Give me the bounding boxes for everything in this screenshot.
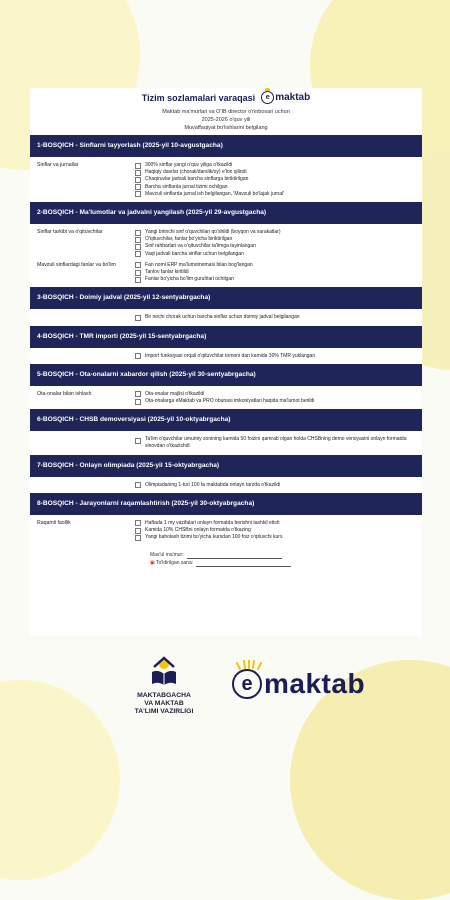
stage-rows <box>30 309 422 325</box>
checkbox[interactable] <box>135 170 141 176</box>
stage-rows <box>30 477 422 493</box>
checklist-item <box>135 534 422 541</box>
checkbox[interactable] <box>135 482 141 488</box>
row-category-label <box>30 314 135 321</box>
ministry-name-line: MAKTABGACHA <box>137 692 191 699</box>
checklist-item-text: Ota-onalarga eMaktab va PRO obunasi imkoniyatlari haqida ma'lumot berildi <box>145 398 315 405</box>
checklist-item-text: O'qituvchilar, fanlar bo'yicha biriktirilgan <box>145 236 233 243</box>
stage-title: 3-BOSQICH - Doimiy jadval (2025-yil 12-sentyabrgacha) <box>30 287 422 309</box>
checklist-item <box>135 527 422 534</box>
checklist-item <box>135 162 422 169</box>
checklist-item <box>135 398 422 405</box>
checklist-items <box>135 229 422 258</box>
checkbox[interactable] <box>135 399 141 405</box>
stage-row <box>30 436 422 450</box>
checklist-items <box>135 482 422 489</box>
signature-block <box>30 551 422 567</box>
responsible-admin-label: Mas'ul ma'mur: <box>150 552 184 559</box>
checklist-item <box>135 243 422 250</box>
stage-row <box>30 262 422 284</box>
checkbox[interactable] <box>135 353 141 359</box>
checkbox[interactable] <box>135 251 141 257</box>
checklist-items <box>135 353 422 360</box>
checklist-items <box>135 436 422 450</box>
checklist-item-text: Haftada 1 my vazifalari onlayn formatda berishni tashkil etish <box>145 519 280 526</box>
checklist-item <box>135 314 422 321</box>
checklist-item-text: Tanlov fanlar kiritildi <box>145 269 189 276</box>
decorative-blob-bottom-left <box>0 680 120 880</box>
checklist-item-text: Yangi baholash tizimi bo'yicha kursdan 100 foiz o'qituvchi kurs <box>145 534 283 541</box>
ministry-name-line: TA'LIMI VAZIRLIGI <box>134 708 194 715</box>
checklist-item <box>135 353 422 360</box>
stage-row <box>30 162 422 198</box>
checklist-item <box>135 236 422 243</box>
checkbox[interactable] <box>135 528 141 534</box>
stage-row <box>30 391 422 405</box>
checkbox[interactable] <box>135 262 141 268</box>
checklist-item-text: Olimpiadaning 1-turi 100 ta maktabda onlayn tarzda o'tkazildi <box>145 481 281 488</box>
checklist-item-text: Yangi birinchi sinf o'quvchilari qo'shildi (boyqon va xarakatlar) <box>145 229 281 236</box>
row-category-label <box>30 353 135 360</box>
checkbox[interactable] <box>135 244 141 250</box>
row-category-label: Sinflar va jurnallar <box>37 162 79 168</box>
checkbox[interactable] <box>135 230 141 236</box>
checklist-item-text: Import funksiyasi orqali o'qituvchilar tomoni dan kamida 30% TMR yuklangan <box>145 352 316 359</box>
stage-row <box>30 314 422 321</box>
stage-rows <box>30 224 422 287</box>
checklist-item <box>135 276 422 283</box>
row-category-label: Mavzuli sinflardagi fanlar va bo'lim <box>37 261 116 268</box>
brand-wordmark: maktab <box>264 668 366 699</box>
checklist-item-text: Bir nechi chorak uchun barcha sinflar uchun doimiy jadval belgilangan <box>145 314 300 321</box>
checklist-item <box>135 176 422 183</box>
row-category-label <box>30 436 135 450</box>
stage-rows <box>30 431 422 454</box>
sun-rays-icon <box>236 660 262 670</box>
row-category-label <box>30 482 135 489</box>
checklist-item <box>135 184 422 191</box>
checkbox[interactable] <box>135 277 141 283</box>
brand-e-letter: e <box>241 672 253 695</box>
checklist-item-text: 300% sinflar yangi o'quv yiliga o'tkazildi <box>145 162 233 168</box>
checklist-sheet <box>30 88 422 636</box>
checklist-item-text: Fanlar bo'yicha bo'lim guruhlari ochilgan <box>145 276 234 283</box>
checkbox[interactable] <box>135 315 141 321</box>
stage-title: 6-BOSQICH - CHSB demoversiyasi (2025-yil 10-oktyabrgacha) <box>30 409 422 431</box>
checkbox[interactable] <box>135 535 141 541</box>
stage-title: 8-BOSQICH - Jarayonlarni raqamlashtirish (2025-yil 30-oktyabrgacha) <box>30 493 422 515</box>
emaktab-logo-text: maktab <box>275 92 311 103</box>
row-category-label: Raqamli faollik <box>37 519 71 526</box>
stage-rows <box>30 386 422 409</box>
stage-row <box>30 229 422 258</box>
emaktab-brand-icon <box>232 669 262 699</box>
checklist-items <box>135 314 422 321</box>
subtitle-line: Muvaffaqiyat bo'lishlarini belgilang <box>184 125 268 131</box>
checklist-item <box>135 251 422 258</box>
sheet-header <box>30 91 422 132</box>
ministry-name <box>108 692 220 716</box>
checklist-item-text: Barcha sinflarda jurnal tizimi ochilgan <box>145 183 228 190</box>
checklist-item-text: Ta'lim o'quvchilar umumiy sonining kamida 50 foizini qamrab olgan holda CHSBning demo versiyasini onlayn formatda sinovdan o'tkazishdi <box>145 436 407 450</box>
checklist-item <box>135 482 422 489</box>
filled-date-line[interactable] <box>196 566 291 567</box>
filled-date-label: To'ldirilgan sana: <box>156 560 194 567</box>
stage-section <box>30 326 422 364</box>
checkbox[interactable] <box>135 184 141 190</box>
checklist-item-text: Vaqt jadvali barcha sinflar uchun belgilangan <box>145 250 244 257</box>
checklist-item <box>135 191 422 198</box>
stage-row <box>30 482 422 489</box>
row-category-label: Ota-onalar bilan ishlash <box>37 390 92 397</box>
stage-section <box>30 493 422 546</box>
checklist-item <box>135 391 422 398</box>
checklist-item-text: Mavzuli sinflarda jurnal ish belgilangan, 'Mavzuli bo'lajak jurnal' <box>145 190 285 197</box>
row-category-label: Sinflar tarkibi va o'qituvchilar <box>37 229 103 236</box>
stage-title: 2-BOSQICH - Ma'lumotlar va jadvalni yangilash (2025-yil 29-avgustgacha) <box>30 202 422 224</box>
checkbox[interactable] <box>135 191 141 197</box>
emaktab-logo-icon: e <box>261 91 274 104</box>
stage-section <box>30 287 422 325</box>
sections-list <box>30 135 422 545</box>
stage-title: 7-BOSQICH - Onlayn olimpiada (2025-yil 15-oktyabrgacha) <box>30 455 422 477</box>
subtitle-line: 2025-2026 o'quv yili <box>201 117 251 123</box>
stage-section <box>30 455 422 493</box>
subtitle-line: Maktab ma'murlari va O'IB director o'rinbosari uchun <box>162 109 290 115</box>
checklist-item-text: Fan nomi ERP ma'lumotnomasi bilan bog'langan <box>145 261 253 268</box>
checklist-item-text: Haqiqiy davrlar (chorak/darslik/oy) e'lon qilindi <box>145 169 247 176</box>
checkbox[interactable] <box>135 237 141 243</box>
stage-title: 4-BOSQICH - TMR importi (2025-yil 15-sentyabrgacha) <box>30 326 422 348</box>
checklist-item <box>135 269 422 276</box>
stage-row <box>30 353 422 360</box>
stage-rows <box>30 157 422 202</box>
calendar-icon: ▣ <box>150 560 155 567</box>
stage-title: 5-BOSQICH - Ota-onalarni xabardor qilish (2025-yil 30-sentyabrgacha) <box>30 364 422 386</box>
sheet-title: Tizim sozlamalari varaqasi <box>141 92 256 103</box>
checklist-item-text: Sinf rahbarlari va o'qituvchilar ta'limga tayinlangan <box>145 243 256 250</box>
checklist-item <box>135 262 422 269</box>
ministry-name-line: VA MAKTAB <box>144 700 184 707</box>
checklist-items <box>135 262 422 284</box>
stage-rows <box>30 348 422 364</box>
ministry-emblem-icon <box>146 652 182 688</box>
checklist-item <box>135 229 422 236</box>
checkbox[interactable] <box>135 270 141 276</box>
stage-title: 1-BOSQICH - Sinflarni tayyorlash (2025-yil 10-avgustgacha) <box>30 135 422 157</box>
checklist-item-text: Chaqiruvlar jadvali barcha sinflarga biriktirilgan <box>145 176 249 183</box>
stage-section <box>30 409 422 454</box>
checkbox[interactable] <box>135 163 141 169</box>
checklist-items <box>135 391 422 405</box>
checklist-item-text: Kamida 10% CHSBni onlayn formatda o'tkazing <box>145 527 251 534</box>
stage-rows <box>30 515 422 546</box>
emaktab-brand-logo <box>232 668 365 700</box>
checkbox[interactable] <box>135 177 141 183</box>
checklist-items <box>135 162 422 198</box>
stage-section <box>30 364 422 409</box>
ministry-logo <box>108 652 220 716</box>
stage-row <box>30 520 422 542</box>
stage-section <box>30 202 422 287</box>
checklist-item <box>135 436 422 450</box>
checklist-item-text: Ota-onalar majlisi o'tkazildi <box>145 390 205 397</box>
checklist-items <box>135 520 422 542</box>
checkbox[interactable] <box>135 438 141 444</box>
stage-section <box>30 135 422 202</box>
checkbox[interactable] <box>135 520 141 526</box>
checklist-item <box>135 520 422 527</box>
checklist-item <box>135 169 422 176</box>
emaktab-logo <box>261 91 310 104</box>
checkbox[interactable] <box>135 391 141 397</box>
